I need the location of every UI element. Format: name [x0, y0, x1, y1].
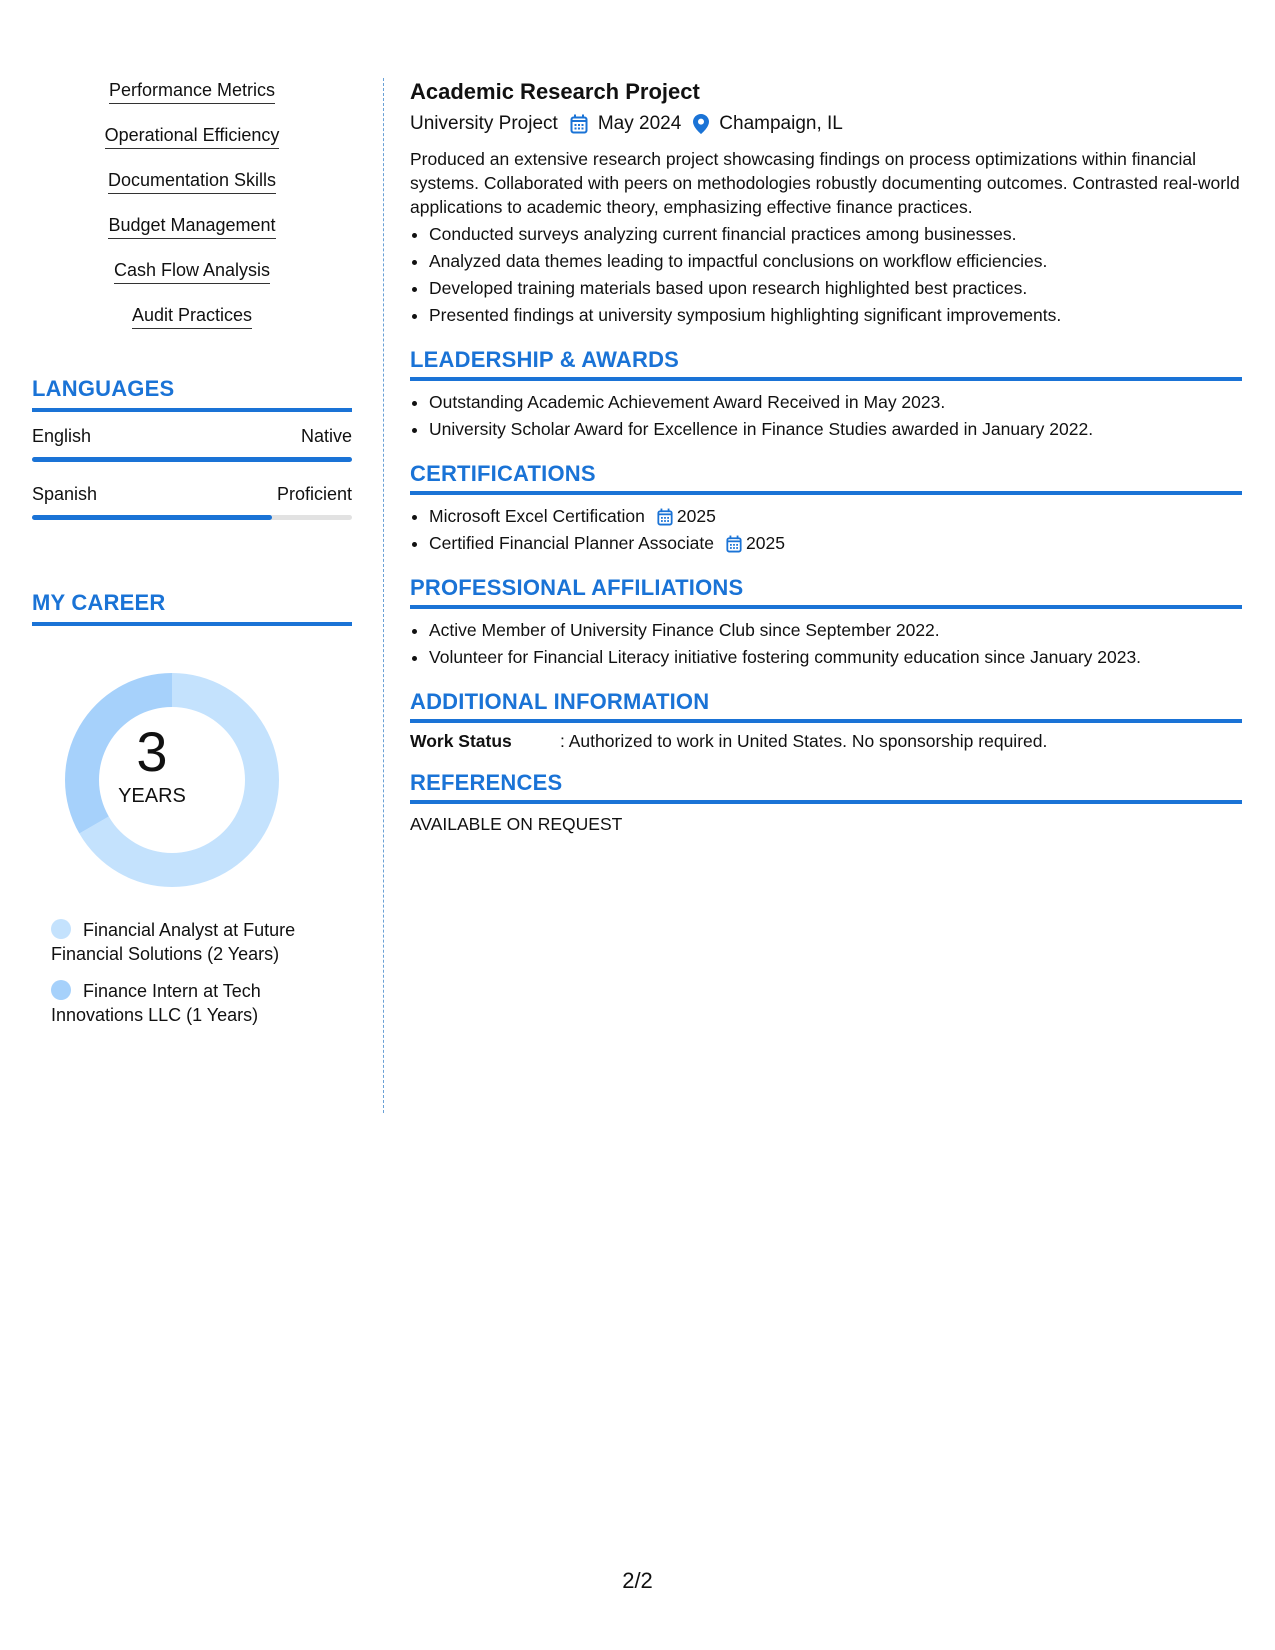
language-bar-fill [32, 515, 272, 520]
list-item: • Analyzed data themes leading to impactful conclusions on workflow efficiencies. [429, 248, 1242, 275]
affiliations-list [410, 617, 1242, 671]
certification-name: • Certified Financial Planner Associate [429, 533, 715, 553]
skill-label: Operational Efficiency [105, 123, 280, 149]
project-bullets [410, 221, 1242, 329]
skill-label: Documentation Skills [108, 168, 276, 194]
left-column [32, 78, 352, 1040]
skill-item [32, 258, 352, 303]
skill-item [32, 78, 352, 123]
skill-item [32, 213, 352, 258]
list-item: • Active Member of University Finance Club since September 2022. [429, 617, 1242, 644]
right-column [410, 78, 1242, 835]
project-date: May 2024 [597, 113, 682, 134]
work-status-label: Work Status [410, 731, 512, 751]
language-item [32, 426, 352, 462]
leadership-section [410, 347, 1242, 443]
work-status-row [410, 731, 1242, 752]
calendar-icon [657, 508, 673, 526]
project-meta [410, 110, 1242, 138]
list-item [429, 530, 1242, 557]
leadership-title: LEADERSHIP & AWARDS [410, 347, 1242, 381]
certifications-list [410, 503, 1242, 557]
language-bar-fill [32, 457, 352, 462]
additional-title: ADDITIONAL INFORMATION [410, 689, 1242, 723]
leadership-list [410, 389, 1242, 443]
language-bar [32, 515, 352, 520]
affiliations-title: PROFESSIONAL AFFILIATIONS [410, 575, 1242, 609]
skill-label: Cash Flow Analysis [114, 258, 270, 284]
column-divider [383, 78, 384, 1113]
list-item: • Outstanding Academic Achievement Award Received in May 2023. [429, 389, 1242, 416]
references-section [410, 770, 1242, 835]
language-item [32, 484, 352, 520]
career-total-unit: YEARS [118, 785, 186, 807]
language-level: Native [300, 426, 352, 446]
project-location: Champaign, IL [719, 113, 843, 134]
project-entry [410, 78, 1242, 329]
career-legend-label: Financial Analyst at Future Financial Solutions (2 Years) [51, 920, 296, 964]
certification-name: • Microsoft Excel Certification [429, 506, 645, 526]
language-name: Spanish [32, 484, 98, 504]
skill-label: Performance Metrics [109, 78, 275, 104]
career-legend-item [51, 918, 321, 966]
list-item: • Conducted surveys analyzing current financial practices among businesses. [429, 221, 1242, 248]
language-name: English [32, 426, 92, 446]
language-level: Proficient [276, 484, 352, 504]
career-section [32, 590, 352, 1027]
languages-title: LANGUAGES [32, 376, 352, 412]
skills-list [32, 78, 352, 348]
skill-label: Audit Practices [132, 303, 252, 329]
legend-dot-icon [51, 919, 71, 939]
career-legend-item [51, 979, 321, 1027]
calendar-icon [726, 535, 742, 553]
skill-label: Budget Management [108, 213, 275, 239]
list-item: • University Scholar Award for Excellence in Finance Studies awarded in January 2022. [429, 416, 1242, 443]
references-text: AVAILABLE ON REQUEST [410, 814, 623, 834]
project-title: Academic Research Project [410, 79, 700, 104]
certification-year: 2025 [746, 533, 785, 553]
skill-item [32, 303, 352, 348]
skill-item [32, 123, 352, 168]
list-item: • Developed training materials based upon research highlighted best practices. [429, 275, 1242, 302]
career-total [32, 722, 272, 808]
career-title: MY CAREER [32, 590, 352, 626]
list-item: • Presented findings at university symposium highlighting significant improvements. [429, 302, 1242, 329]
list-item [429, 503, 1242, 530]
list-item: • Volunteer for Financial Literacy initiative fostering community education since January 2023. [429, 644, 1242, 671]
affiliations-section [410, 575, 1242, 671]
certification-year: 2025 [676, 506, 716, 526]
languages-section [32, 376, 352, 520]
career-donut-chart [32, 650, 352, 910]
career-legend-label: Finance Intern at Tech Innovations LLC (1 Years) [51, 981, 261, 1025]
project-description: Produced an extensive research project showcasing findings on process optimizations within financial systems. Collaborated with peers on methodologies robustly documenting outcomes. Contrasted real-world applications to academic theory, emphasizing effective finance practices. [410, 149, 1240, 217]
career-total-value: 3 [136, 720, 168, 783]
certifications-section [410, 461, 1242, 557]
legend-dot-icon [51, 980, 71, 1000]
references-title: REFERENCES [410, 770, 1242, 804]
project-type: University Project [410, 113, 558, 134]
location-pin-icon [693, 114, 709, 134]
certifications-title: CERTIFICATIONS [410, 461, 1242, 495]
calendar-icon [570, 114, 588, 134]
language-bar [32, 457, 352, 462]
career-legend [32, 918, 321, 1027]
page-number: 2/2 [622, 1568, 653, 1593]
additional-section [410, 689, 1242, 752]
work-status-value: : Authorized to work in United States. No sponsorship required. [560, 731, 1048, 751]
skill-item [32, 168, 352, 213]
